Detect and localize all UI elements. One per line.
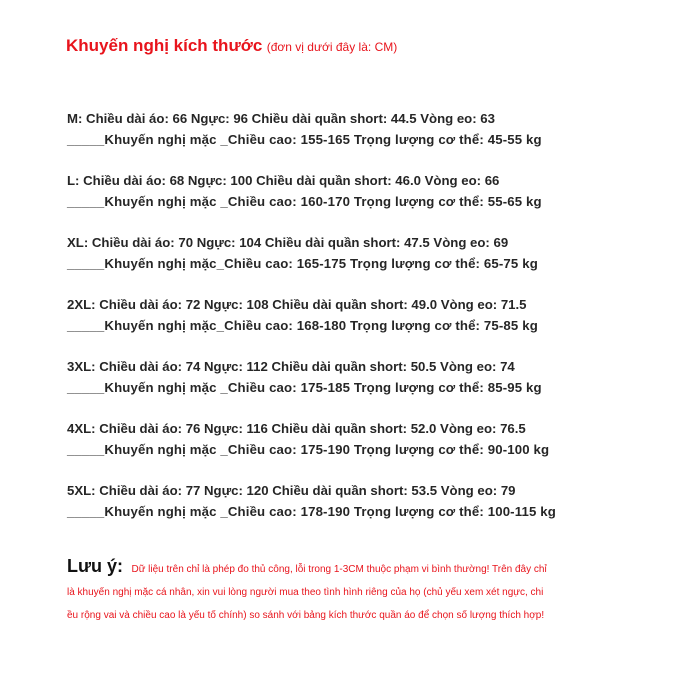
- size-row-5xl: [67, 480, 667, 542]
- size-measurements: 3XL: Chiều dài áo: 74 Ngực: 112 Chiều dài quần short: 50.5 Vòng eo: 74: [67, 359, 515, 374]
- size-row-4xl: [67, 418, 667, 480]
- size-measurements: 5XL: Chiều dài áo: 77 Ngực: 120 Chiều dài quần short: 53.5 Vòng eo: 79: [67, 483, 516, 498]
- size-row-2xl: [67, 294, 667, 356]
- size-recommendation: _____Khuyến nghị mặc_Chiều cao: 165-175 Trọng lượng cơ thể: 65-75 kg: [67, 256, 538, 271]
- title-unit-note: (đơn vị dưới đây là: CM): [266, 40, 398, 54]
- size-list: [67, 108, 667, 542]
- size-measurements: L: Chiều dài áo: 68 Ngực: 100 Chiều dài quần short: 46.0 Vòng eo: 66: [67, 173, 500, 188]
- size-measurements: 2XL: Chiều dài áo: 72 Ngực: 108 Chiều dài quần short: 49.0 Vòng eo: 71.5: [67, 297, 527, 312]
- title-main: Khuyến nghị kích thước: [66, 36, 263, 55]
- size-row-l: [67, 170, 667, 232]
- size-recommendation: _____Khuyến nghị mặc_Chiều cao: 168-180 Trọng lượng cơ thể: 75-85 kg: [67, 318, 538, 333]
- note-text-line3: ều rộng vai và chiều cao là yếu tố chính) so sánh với bảng kích thước quần áo để chọn số lượng thích hợp!: [67, 610, 545, 621]
- note-section: [67, 556, 667, 627]
- page-title: [66, 36, 397, 56]
- note-text-line2: là khuyến nghị mặc cá nhân, xin vui lòng người mua theo tình hình riêng của họ (chủ yếu xem xét ngực, chi: [67, 587, 544, 598]
- size-measurements: XL: Chiều dài áo: 70 Ngực: 104 Chiều dài quần short: 47.5 Vòng eo: 69: [67, 235, 509, 250]
- size-measurements: M: Chiều dài áo: 66 Ngực: 96 Chiều dài quần short: 44.5 Vòng eo: 63: [67, 111, 495, 126]
- note-title: Lưu ý:: [67, 556, 124, 576]
- size-row-m: [67, 108, 667, 170]
- size-recommendation: _____Khuyến nghị mặc _Chiều cao: 160-170 Trọng lượng cơ thể: 55-65 kg: [67, 194, 542, 209]
- size-recommendation: _____Khuyến nghị mặc _Chiều cao: 155-165 Trọng lượng cơ thể: 45-55 kg: [67, 132, 542, 147]
- size-row-3xl: [67, 356, 667, 418]
- size-row-xl: [67, 232, 667, 294]
- size-recommendation: _____Khuyến nghị mặc _Chiều cao: 175-190 Trọng lượng cơ thể: 90-100 kg: [67, 442, 550, 457]
- size-measurements: 4XL: Chiều dài áo: 76 Ngực: 116 Chiều dài quần short: 52.0 Vòng eo: 76.5: [67, 421, 526, 436]
- note-first-line: [67, 556, 667, 581]
- size-recommendation: _____Khuyến nghị mặc _Chiều cao: 178-190 Trọng lượng cơ thể: 100-115 kg: [67, 504, 556, 519]
- note-text-line1: Dữ liệu trên chỉ là phép đo thủ công, lỗi trong 1-3CM thuộc phạm vi bình thường! Trên đây chỉ: [131, 564, 547, 575]
- size-recommendation: _____Khuyến nghị mặc _Chiều cao: 175-185 Trọng lượng cơ thể: 85-95 kg: [67, 380, 542, 395]
